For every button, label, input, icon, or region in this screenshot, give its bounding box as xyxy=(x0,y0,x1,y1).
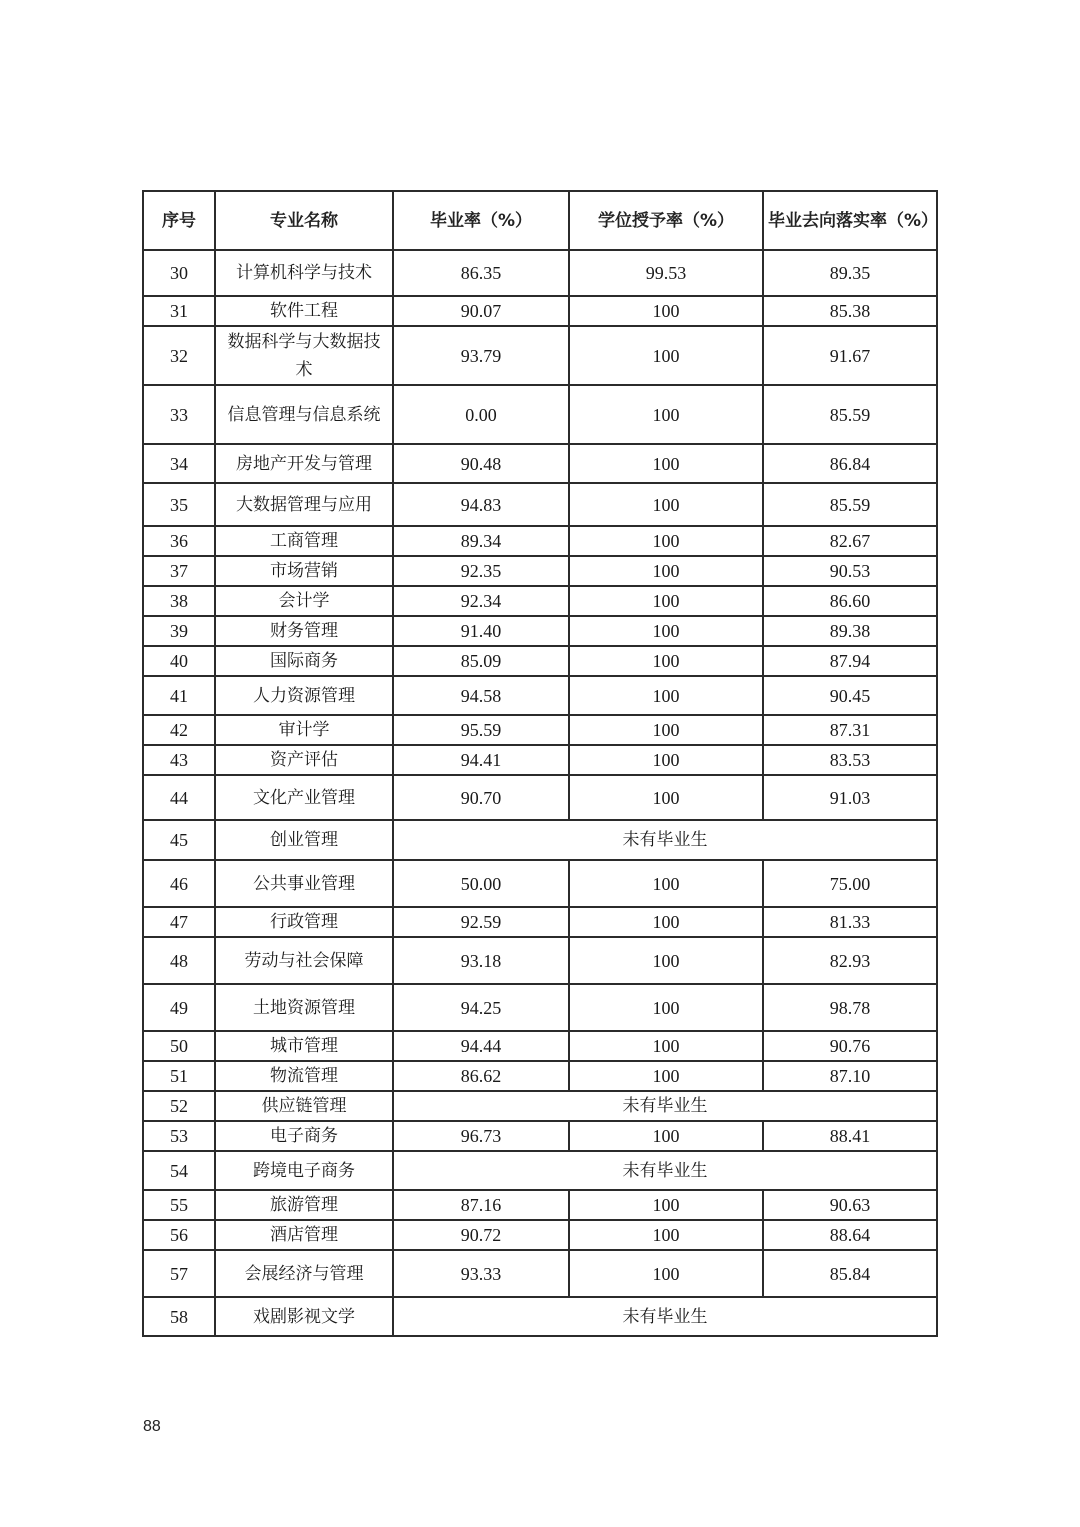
cell-serial-no: 49 xyxy=(143,984,215,1031)
cell-employment-rate: 88.64 xyxy=(763,1220,937,1250)
cell-degree-rate: 100 xyxy=(569,860,763,907)
cell-serial-no: 47 xyxy=(143,907,215,937)
graduation-stats-table xyxy=(142,190,938,1337)
cell-graduation-rate: 50.00 xyxy=(393,860,569,907)
cell-employment-rate: 88.41 xyxy=(763,1121,937,1151)
cell-major-name: 戏剧影视文学 xyxy=(215,1297,393,1336)
cell-employment-rate: 89.35 xyxy=(763,250,937,296)
cell-graduation-rate: 94.41 xyxy=(393,745,569,775)
cell-degree-rate: 100 xyxy=(569,937,763,984)
cell-degree-rate: 100 xyxy=(569,646,763,676)
cell-graduation-rate: 94.58 xyxy=(393,676,569,715)
table-row xyxy=(143,646,937,676)
cell-major-name: 工商管理 xyxy=(215,526,393,556)
cell-major-name: 文化产业管理 xyxy=(215,775,393,820)
cell-major-name: 公共事业管理 xyxy=(215,860,393,907)
cell-serial-no: 35 xyxy=(143,483,215,526)
cell-serial-no: 34 xyxy=(143,444,215,483)
page-number: 88 xyxy=(143,1418,161,1435)
cell-serial-no: 50 xyxy=(143,1031,215,1061)
cell-degree-rate: 100 xyxy=(569,1061,763,1091)
cell-graduation-rate: 91.40 xyxy=(393,616,569,646)
cell-major-name: 资产评估 xyxy=(215,745,393,775)
cell-major-name: 大数据管理与应用 xyxy=(215,483,393,526)
table-row xyxy=(143,1250,937,1297)
table-header xyxy=(143,191,937,250)
cell-serial-no: 39 xyxy=(143,616,215,646)
cell-graduation-rate: 94.83 xyxy=(393,483,569,526)
cell-graduation-rate: 92.35 xyxy=(393,556,569,586)
table-row xyxy=(143,676,937,715)
table-row xyxy=(143,586,937,616)
cell-major-name: 劳动与社会保障 xyxy=(215,937,393,984)
cell-degree-rate: 100 xyxy=(569,1121,763,1151)
cell-employment-rate: 82.93 xyxy=(763,937,937,984)
cell-degree-rate: 100 xyxy=(569,385,763,444)
cell-major-name: 市场营销 xyxy=(215,556,393,586)
table-body xyxy=(143,250,937,1336)
table-row xyxy=(143,1220,937,1250)
cell-serial-no: 30 xyxy=(143,250,215,296)
cell-degree-rate: 100 xyxy=(569,676,763,715)
cell-employment-rate: 85.38 xyxy=(763,296,937,326)
cell-major-name: 会计学 xyxy=(215,586,393,616)
cell-major-name: 软件工程 xyxy=(215,296,393,326)
cell-major-name: 行政管理 xyxy=(215,907,393,937)
header-major-name: 专业名称 xyxy=(215,191,393,250)
cell-serial-no: 44 xyxy=(143,775,215,820)
table-row xyxy=(143,556,937,586)
table-row xyxy=(143,250,937,296)
cell-degree-rate: 100 xyxy=(569,1250,763,1297)
cell-serial-no: 36 xyxy=(143,526,215,556)
table-row xyxy=(143,1297,937,1336)
cell-degree-rate: 100 xyxy=(569,745,763,775)
cell-employment-rate: 87.31 xyxy=(763,715,937,745)
cell-major-name: 人力资源管理 xyxy=(215,676,393,715)
cell-degree-rate: 100 xyxy=(569,715,763,745)
cell-no-graduates: 未有毕业生 xyxy=(393,1297,937,1336)
table-row xyxy=(143,326,937,385)
cell-serial-no: 42 xyxy=(143,715,215,745)
cell-graduation-rate: 92.34 xyxy=(393,586,569,616)
cell-degree-rate: 100 xyxy=(569,296,763,326)
table-row xyxy=(143,1190,937,1220)
header-serial-no: 序号 xyxy=(143,191,215,250)
cell-employment-rate: 86.84 xyxy=(763,444,937,483)
cell-degree-rate: 100 xyxy=(569,1220,763,1250)
cell-serial-no: 38 xyxy=(143,586,215,616)
data-table-container xyxy=(142,190,938,1337)
cell-serial-no: 56 xyxy=(143,1220,215,1250)
cell-major-name: 国际商务 xyxy=(215,646,393,676)
cell-no-graduates: 未有毕业生 xyxy=(393,820,937,860)
table-row xyxy=(143,1121,937,1151)
cell-graduation-rate: 94.25 xyxy=(393,984,569,1031)
cell-degree-rate: 100 xyxy=(569,483,763,526)
cell-graduation-rate: 93.79 xyxy=(393,326,569,385)
cell-employment-rate: 87.94 xyxy=(763,646,937,676)
table-row xyxy=(143,1151,937,1190)
cell-serial-no: 58 xyxy=(143,1297,215,1336)
cell-graduation-rate: 89.34 xyxy=(393,526,569,556)
cell-degree-rate: 100 xyxy=(569,1190,763,1220)
cell-no-graduates: 未有毕业生 xyxy=(393,1091,937,1121)
cell-graduation-rate: 90.70 xyxy=(393,775,569,820)
cell-employment-rate: 87.10 xyxy=(763,1061,937,1091)
cell-degree-rate: 100 xyxy=(569,586,763,616)
table-row xyxy=(143,907,937,937)
cell-employment-rate: 90.45 xyxy=(763,676,937,715)
cell-degree-rate: 100 xyxy=(569,775,763,820)
cell-employment-rate: 90.76 xyxy=(763,1031,937,1061)
cell-employment-rate: 90.53 xyxy=(763,556,937,586)
cell-major-name: 城市管理 xyxy=(215,1031,393,1061)
header-employment-rate: 毕业去向落实率（%） xyxy=(763,191,937,250)
cell-serial-no: 40 xyxy=(143,646,215,676)
table-row xyxy=(143,820,937,860)
cell-employment-rate: 98.78 xyxy=(763,984,937,1031)
header-degree-rate: 学位授予率（%） xyxy=(569,191,763,250)
cell-serial-no: 53 xyxy=(143,1121,215,1151)
cell-major-name: 电子商务 xyxy=(215,1121,393,1151)
cell-major-name: 审计学 xyxy=(215,715,393,745)
cell-employment-rate: 83.53 xyxy=(763,745,937,775)
cell-major-name: 房地产开发与管理 xyxy=(215,444,393,483)
cell-degree-rate: 100 xyxy=(569,444,763,483)
cell-degree-rate: 100 xyxy=(569,984,763,1031)
cell-employment-rate: 90.63 xyxy=(763,1190,937,1220)
cell-no-graduates: 未有毕业生 xyxy=(393,1151,937,1190)
cell-graduation-rate: 90.07 xyxy=(393,296,569,326)
table-row xyxy=(143,715,937,745)
cell-graduation-rate: 96.73 xyxy=(393,1121,569,1151)
cell-graduation-rate: 92.59 xyxy=(393,907,569,937)
table-row xyxy=(143,775,937,820)
table-row xyxy=(143,526,937,556)
cell-serial-no: 43 xyxy=(143,745,215,775)
cell-graduation-rate: 86.62 xyxy=(393,1061,569,1091)
cell-degree-rate: 100 xyxy=(569,907,763,937)
cell-graduation-rate: 0.00 xyxy=(393,385,569,444)
cell-graduation-rate: 93.33 xyxy=(393,1250,569,1297)
cell-serial-no: 46 xyxy=(143,860,215,907)
cell-graduation-rate: 94.44 xyxy=(393,1031,569,1061)
cell-serial-no: 57 xyxy=(143,1250,215,1297)
cell-graduation-rate: 95.59 xyxy=(393,715,569,745)
table-row xyxy=(143,937,937,984)
table-row xyxy=(143,616,937,646)
table-row xyxy=(143,1061,937,1091)
cell-serial-no: 31 xyxy=(143,296,215,326)
cell-major-name: 计算机科学与技术 xyxy=(215,250,393,296)
cell-degree-rate: 100 xyxy=(569,326,763,385)
cell-serial-no: 41 xyxy=(143,676,215,715)
cell-serial-no: 52 xyxy=(143,1091,215,1121)
cell-major-name: 跨境电子商务 xyxy=(215,1151,393,1190)
cell-degree-rate: 100 xyxy=(569,556,763,586)
cell-graduation-rate: 93.18 xyxy=(393,937,569,984)
table-row xyxy=(143,444,937,483)
cell-major-name: 创业管理 xyxy=(215,820,393,860)
cell-employment-rate: 86.60 xyxy=(763,586,937,616)
cell-employment-rate: 75.00 xyxy=(763,860,937,907)
table-row xyxy=(143,483,937,526)
table-row xyxy=(143,1031,937,1061)
cell-major-name: 财务管理 xyxy=(215,616,393,646)
cell-employment-rate: 85.59 xyxy=(763,385,937,444)
cell-major-name: 供应链管理 xyxy=(215,1091,393,1121)
cell-serial-no: 55 xyxy=(143,1190,215,1220)
cell-employment-rate: 89.38 xyxy=(763,616,937,646)
cell-serial-no: 33 xyxy=(143,385,215,444)
cell-graduation-rate: 90.48 xyxy=(393,444,569,483)
cell-major-name: 数据科学与大数据技术 xyxy=(215,326,393,385)
cell-graduation-rate: 86.35 xyxy=(393,250,569,296)
cell-serial-no: 37 xyxy=(143,556,215,586)
cell-degree-rate: 99.53 xyxy=(569,250,763,296)
cell-serial-no: 45 xyxy=(143,820,215,860)
cell-employment-rate: 91.67 xyxy=(763,326,937,385)
cell-degree-rate: 100 xyxy=(569,616,763,646)
table-row xyxy=(143,296,937,326)
cell-major-name: 信息管理与信息系统 xyxy=(215,385,393,444)
cell-graduation-rate: 87.16 xyxy=(393,1190,569,1220)
cell-major-name: 酒店管理 xyxy=(215,1220,393,1250)
cell-major-name: 旅游管理 xyxy=(215,1190,393,1220)
cell-employment-rate: 85.84 xyxy=(763,1250,937,1297)
cell-employment-rate: 82.67 xyxy=(763,526,937,556)
table-row xyxy=(143,984,937,1031)
table-row xyxy=(143,1091,937,1121)
header-graduation-rate: 毕业率（%） xyxy=(393,191,569,250)
cell-major-name: 物流管理 xyxy=(215,1061,393,1091)
cell-employment-rate: 85.59 xyxy=(763,483,937,526)
cell-serial-no: 51 xyxy=(143,1061,215,1091)
cell-employment-rate: 81.33 xyxy=(763,907,937,937)
table-row xyxy=(143,860,937,907)
cell-serial-no: 32 xyxy=(143,326,215,385)
cell-major-name: 会展经济与管理 xyxy=(215,1250,393,1297)
cell-serial-no: 54 xyxy=(143,1151,215,1190)
cell-degree-rate: 100 xyxy=(569,1031,763,1061)
header-row xyxy=(143,191,937,250)
cell-major-name: 土地资源管理 xyxy=(215,984,393,1031)
cell-serial-no: 48 xyxy=(143,937,215,984)
cell-degree-rate: 100 xyxy=(569,526,763,556)
cell-graduation-rate: 85.09 xyxy=(393,646,569,676)
table-row xyxy=(143,745,937,775)
cell-employment-rate: 91.03 xyxy=(763,775,937,820)
table-row xyxy=(143,385,937,444)
cell-graduation-rate: 90.72 xyxy=(393,1220,569,1250)
